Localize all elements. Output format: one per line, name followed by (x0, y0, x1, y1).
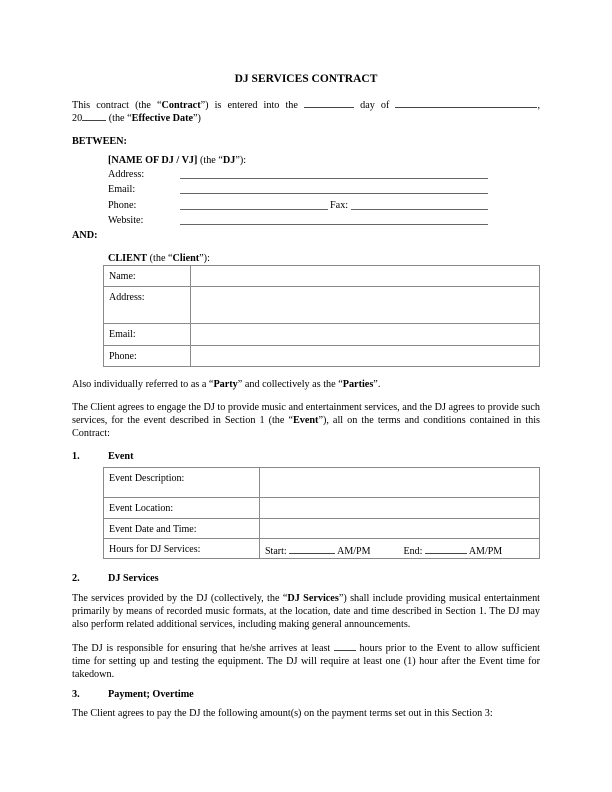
month-blank[interactable] (395, 97, 537, 108)
intro-text: ”) is entered into the (200, 100, 298, 111)
event-date-time-field[interactable] (260, 519, 540, 539)
table-row (104, 539, 540, 559)
engagement-text: The Client agrees to engage the DJ to provide music and entertainment services, and the DJ agrees to provide such services, for the event described in Section 1 (the “ (72, 402, 540, 426)
year-blank[interactable] (82, 110, 106, 121)
start-ampm: AM/PM (337, 546, 371, 557)
intro-text: , (537, 100, 541, 111)
table-row (104, 498, 540, 519)
day-blank[interactable] (304, 97, 354, 108)
dj-services-text: The services provided by the DJ (collectively, the “ (72, 593, 288, 604)
dj-services-text: ”) shall include providing musical entertainment primarily by means of recorded music formats, at the location, date and time described in Section 1. The DJ may also perform related additional services, including making general announcements. (72, 593, 540, 630)
section-2-title: DJ Services (108, 573, 159, 584)
dj-fax-label: Fax: (330, 200, 349, 211)
intro-line-2 (72, 110, 540, 125)
client-address-field[interactable] (191, 287, 540, 324)
start-label: Start: (265, 546, 287, 557)
event-term: Event (292, 415, 319, 426)
event-details-table (103, 467, 540, 559)
between-label: BETWEEN: (72, 136, 127, 147)
end-time-blank[interactable] (425, 543, 467, 554)
dj-address-label: Address: (108, 169, 145, 180)
effective-date-term: Effective Date (131, 113, 194, 124)
dj-term: DJ (222, 155, 236, 166)
client-the-suffix: ”): (199, 253, 210, 264)
event-location-label: Event Location: (104, 498, 260, 519)
parties-text: Also individually referred to as a “ (72, 379, 214, 390)
year-prefix: 20 (72, 113, 83, 124)
client-label: CLIENT (108, 253, 148, 264)
event-date-time-label: Event Date and Time: (104, 519, 260, 539)
intro-text: day of (360, 100, 390, 111)
arrival-text: The DJ is responsible for ensuring that he/she arrives at least (72, 643, 331, 654)
dj-phone-line[interactable] (180, 209, 328, 210)
intro-text: ”) (193, 113, 201, 124)
dj-party-heading (108, 154, 246, 167)
document-title: DJ SERVICES CONTRACT (234, 73, 378, 85)
dj-services-term: DJ Services (287, 593, 339, 604)
table-row (104, 266, 540, 287)
arrival-paragraph (72, 640, 540, 681)
section-1-number: 1. (72, 451, 80, 462)
client-name-field[interactable] (191, 266, 540, 287)
dj-fax-line[interactable] (351, 209, 488, 210)
section-3-title: Payment; Overtime (108, 689, 194, 700)
dj-email-label: Email: (108, 184, 136, 195)
client-info-table (103, 265, 540, 367)
party-term: Party (213, 379, 238, 390)
client-address-label: Address: (104, 287, 191, 324)
client-phone-label: Phone: (104, 346, 191, 367)
dj-the-prefix: (the “ (197, 155, 223, 166)
engagement-text: ”), all on the terms and conditions contained in this Contract: (72, 415, 540, 439)
dj-phone-label: Phone: (108, 200, 137, 211)
engagement-paragraph (72, 401, 540, 440)
client-phone-field[interactable] (191, 346, 540, 367)
table-row (104, 324, 540, 346)
dj-services-paragraph (72, 592, 540, 631)
client-email-label: Email: (104, 324, 191, 346)
dj-hours-field (260, 539, 540, 559)
client-the-prefix: (the “ (147, 253, 173, 264)
end-label: End: (403, 546, 423, 557)
event-description-field[interactable] (260, 468, 540, 498)
table-row (104, 346, 540, 367)
event-location-field[interactable] (260, 498, 540, 519)
payment-paragraph: The Client agrees to pay the DJ the following amount(s) on the payment terms set out in this Section 3: (72, 708, 493, 719)
parties-text: ”. (373, 379, 381, 390)
start-time-blank[interactable] (289, 543, 335, 554)
section-1-title: Event (108, 451, 134, 462)
intro-text: (the “ (108, 113, 132, 124)
end-ampm: AM/PM (468, 546, 503, 557)
section-2-number: 2. (72, 573, 80, 584)
client-name-label: Name: (104, 266, 191, 287)
dj-website-line[interactable] (180, 224, 488, 225)
and-label: AND: (72, 230, 98, 241)
table-row (104, 519, 540, 539)
dj-address-line[interactable] (180, 178, 488, 179)
dj-hours-label: Hours for DJ Services: (104, 539, 260, 559)
section-3-number: 3. (72, 689, 80, 700)
dj-name-placeholder: [NAME OF DJ / VJ] (108, 155, 198, 166)
dj-website-label: Website: (108, 215, 144, 226)
dj-email-line[interactable] (180, 193, 488, 194)
event-description-label: Event Description: (104, 468, 260, 498)
table-row (104, 287, 540, 324)
arrival-text: hours prior to the Event to allow sufficient time for setting up and testing the equipment. The DJ will require at least one (1) hour after the Event time for takedown. (72, 643, 541, 680)
table-row (104, 468, 540, 498)
client-party-heading (108, 252, 210, 265)
parties-term: Parties (342, 379, 374, 390)
hours-prior-blank[interactable] (334, 640, 356, 651)
contract-term: Contract (161, 100, 201, 111)
client-term: Client (172, 253, 200, 264)
dj-the-suffix: ”): (235, 155, 247, 166)
intro-text: This contract (the “ (72, 100, 162, 111)
parties-text: ” and collectively as the “ (237, 379, 343, 390)
parties-sentence (72, 378, 540, 391)
client-email-field[interactable] (191, 324, 540, 346)
